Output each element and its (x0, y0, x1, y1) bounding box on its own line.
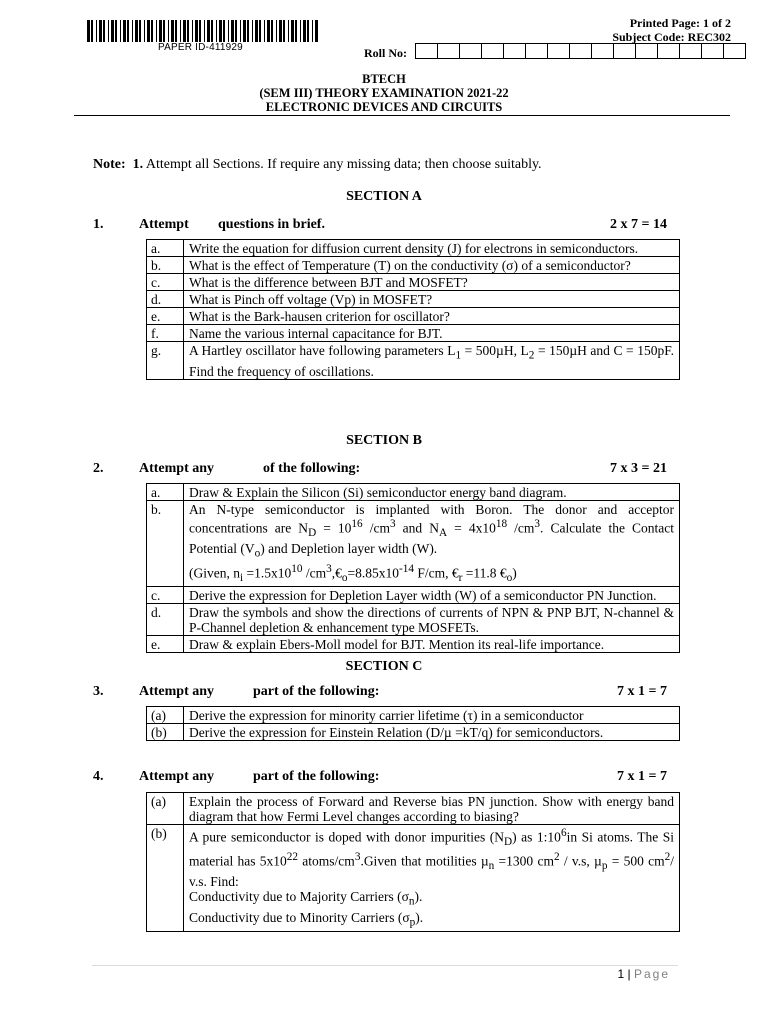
roll-digit-box (415, 43, 438, 59)
paper-id: PAPER ID-411929 (158, 42, 243, 53)
section-b-heading: SECTION B (346, 433, 422, 448)
question-row (147, 308, 680, 325)
question-row (147, 240, 680, 257)
question-row (147, 257, 680, 274)
title-line-2: (SEM III) THEORY EXAMINATION 2021-22 (259, 86, 509, 100)
question-label: (b) (147, 825, 184, 932)
question-row (147, 724, 680, 741)
roll-digit-box (459, 43, 482, 59)
question-instruction: Attempt any (139, 684, 215, 699)
question-number: 1. (93, 217, 104, 232)
question-row (147, 291, 680, 308)
marks: 7 x 1 = 7 (617, 684, 667, 699)
question-instruction-tail: of the following: (263, 461, 361, 476)
question-4-header (93, 769, 667, 787)
question-label: c. (147, 587, 184, 604)
question-label: f. (147, 325, 184, 342)
page-number: 1 (617, 967, 625, 981)
question-label: a. (147, 240, 184, 257)
question-row (147, 604, 680, 636)
roll-digit-box (723, 43, 746, 59)
question-2-header (93, 461, 667, 479)
question-text: An N-type semiconductor is implanted with Boron. The donor and acceptor concentrations are $N_D = 10^{16}$ $/cm^3$ and $N_A = 4x10^{18}$ $/cm^3$. Calculate the Contact Potential $(V_o)$ and Depletion layer width (W). (Given, $n_i =1.5x10^{10}$ $/cm^3,€_o=8.85x10^{-14}$ F/cm, $€_r =11.8$ $€_o$) (184, 501, 680, 587)
question-instruction-tail: part of the following: (253, 769, 380, 784)
question-label: c. (147, 274, 184, 291)
marks: 7 x 1 = 7 (617, 769, 667, 784)
question-row (147, 325, 680, 342)
question-text: What is the difference between BJT and MOSFET? (184, 274, 680, 291)
roll-digit-box (525, 43, 548, 59)
question-text: What is Pinch off voltage (Vp) in MOSFET? (184, 291, 680, 308)
question-row (147, 342, 680, 380)
question-text: Draw & Explain the Silicon (Si) semiconductor energy band diagram. (184, 484, 680, 501)
roll-digit-box (503, 43, 526, 59)
roll-digit-box (635, 43, 658, 59)
question-row (147, 274, 680, 291)
question-label: e. (147, 636, 184, 653)
roll-no-label: Roll No: (364, 46, 407, 60)
note-text: Attempt all Sections. If require any missing data; then choose suitably. (145, 157, 542, 172)
question-text: Derive the expression for Einstein Relation (D/µ =kT/q) for semiconductors. (184, 724, 680, 741)
question-4-table (146, 792, 680, 932)
question-row (147, 587, 680, 604)
question-text: A Hartley oscillator have following parameters $L_1 = 500\mu H$, $L_2 = 150\mu H$ and C = 150pF. Find the frequency of oscillations. (184, 342, 680, 380)
title-line-1: BTECH (362, 72, 406, 86)
question-row (147, 636, 680, 653)
question-text: Name the various internal capacitance for BJT. (184, 325, 680, 342)
question-label: e. (147, 308, 184, 325)
roll-digit-box (679, 43, 702, 59)
question-label: (a) (147, 793, 184, 825)
roll-digit-box (613, 43, 636, 59)
question-label: d. (147, 291, 184, 308)
question-1-header (93, 217, 667, 235)
question-row (147, 484, 680, 501)
section-a-heading: SECTION A (346, 189, 422, 204)
question-label: d. (147, 604, 184, 636)
question-text: A pure semiconductor is doped with donor impurities $(N_D)$ as $1:10^6in$ Si atoms. The Si material has $5x10^{22}$ atoms/$cm^3.Given$ that motilities µ$_n$ =1300 $cm^2 / v.s$, µ$_p$ = 500 $cm^2/$ v.s. Find: Conductivity due to Majority Carriers $(\sigma_n)$. Conductivity due to Minority Carriers $(\sigma_p)$. (184, 825, 680, 932)
roll-digit-box (701, 43, 724, 59)
page-footer (617, 967, 670, 981)
question-3-header (93, 684, 667, 702)
question-text: Draw & explain Ebers-Moll model for BJT. Mention its real-life importance. (184, 636, 680, 653)
question-text: Derive the expression for Depletion Layer width (W) of a semiconductor PN Junction. (184, 587, 680, 604)
section-c-heading: SECTION C (345, 659, 423, 674)
question-label: (b) (147, 724, 184, 741)
question-label: b. (147, 501, 184, 587)
exam-title (0, 72, 768, 114)
page-word: Page (633, 967, 670, 981)
roll-digit-box (591, 43, 614, 59)
footer-separator: | (627, 967, 631, 981)
roll-no-boxes (416, 43, 746, 59)
question-number: 3. (93, 684, 104, 699)
subject-code: Subject Code: REC302 (612, 30, 731, 44)
marks: 7 x 3 = 21 (610, 461, 667, 476)
header-divider (74, 115, 730, 116)
question-row (147, 793, 680, 825)
question-text: Draw the symbols and show the directions of currents of NPN & PNP BJT, N-channel & P-Channel depletion & enhancement type MOSFETs. (184, 604, 680, 636)
question-2-table (146, 483, 680, 653)
note-label: Note: (93, 157, 126, 172)
question-instruction-tail: questions in brief. (218, 217, 325, 232)
question-instruction: Attempt (139, 217, 189, 232)
roll-digit-box (657, 43, 680, 59)
printed-page: Printed Page: 1 of 2 (629, 16, 731, 30)
barcode (87, 20, 319, 42)
roll-digit-box (547, 43, 570, 59)
marks: 2 x 7 = 14 (610, 217, 667, 232)
note-num: 1. (132, 157, 144, 172)
question-instruction: Attempt any (139, 769, 215, 784)
question-number: 4. (93, 769, 104, 784)
header-info (612, 16, 731, 44)
question-label: g. (147, 342, 184, 380)
question-label: (a) (147, 707, 184, 724)
question-instruction-tail: part of the following: (253, 684, 380, 699)
question-label: a. (147, 484, 184, 501)
question-number: 2. (93, 461, 104, 476)
question-row (147, 501, 680, 587)
roll-digit-box (437, 43, 460, 59)
roll-digit-box (569, 43, 592, 59)
question-instruction: Attempt any (139, 461, 215, 476)
title-line-3: ELECTRONIC DEVICES AND CIRCUITS (265, 100, 503, 114)
question-text: Derive the expression for minority carrier lifetime (τ) in a semiconductor (184, 707, 680, 724)
question-3-table (146, 706, 680, 741)
roll-digit-box (481, 43, 504, 59)
question-label: b. (147, 257, 184, 274)
question-text: What is the effect of Temperature (T) on the conductivity (σ) of a semiconductor? (184, 257, 680, 274)
question-text: What is the Bark-hausen criterion for oscillator? (184, 308, 680, 325)
question-text: Write the equation for diffusion current density (J) for electrons in semiconductors. (184, 240, 680, 257)
question-1-table (146, 239, 680, 380)
note (93, 157, 542, 173)
question-text: Explain the process of Forward and Reverse bias PN junction. Show with energy band diagram that how Fermi Level changes according to biasing? (184, 793, 680, 825)
footer-divider (92, 965, 678, 966)
question-row (147, 825, 680, 932)
question-row (147, 707, 680, 724)
